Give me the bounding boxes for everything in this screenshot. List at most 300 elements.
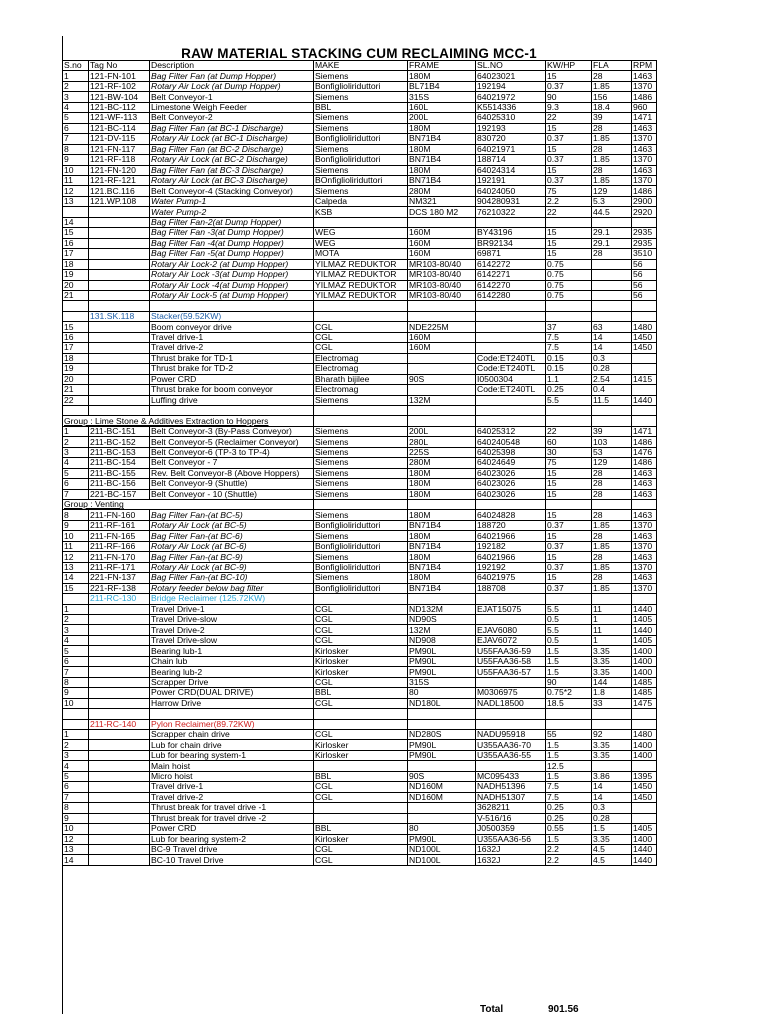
rpm-cell: 1400 xyxy=(632,656,657,666)
kw-cell: 0.5 xyxy=(546,615,592,625)
tag-cell xyxy=(89,238,150,248)
fla-cell: 5.3 xyxy=(592,196,632,206)
table-row xyxy=(63,855,657,865)
table-cell xyxy=(476,709,546,719)
sno-cell: 17 xyxy=(63,249,89,259)
table-row xyxy=(63,322,657,332)
sno-cell: 4 xyxy=(63,102,89,112)
frame-cell: 80 xyxy=(408,824,476,834)
table-cell xyxy=(546,416,592,426)
slno-cell: 64021972 xyxy=(476,92,546,102)
make-cell: Siemens xyxy=(314,426,408,436)
tag-cell: 211-RC-130 xyxy=(89,594,150,604)
rpm-cell: 960 xyxy=(632,102,657,112)
rpm-cell: 1370 xyxy=(632,155,657,165)
table-cell xyxy=(632,405,657,415)
tag-cell: 221-BC-157 xyxy=(89,489,150,499)
make-cell: Siemens xyxy=(314,573,408,583)
rpm-cell xyxy=(632,364,657,374)
tag-cell xyxy=(89,792,150,802)
sno-cell: 14 xyxy=(63,573,89,583)
description-cell: Bearing lub-1 xyxy=(150,646,314,656)
tag-cell xyxy=(89,667,150,677)
tag-cell xyxy=(89,625,150,635)
sno-cell: 6 xyxy=(63,656,89,666)
sno-cell: 10 xyxy=(63,824,89,834)
tag-cell xyxy=(89,740,150,750)
make-cell xyxy=(314,594,408,604)
table-row xyxy=(63,290,657,300)
table-row xyxy=(63,479,657,489)
make-cell: BBL xyxy=(314,688,408,698)
slno-cell: Code:ET240TL xyxy=(476,385,546,395)
table-cell xyxy=(63,301,89,311)
kw-cell: 5.5 xyxy=(546,625,592,635)
fla-cell: 28 xyxy=(592,165,632,175)
frame-cell: MR103-80/40 xyxy=(408,270,476,280)
rpm-cell: 1370 xyxy=(632,562,657,572)
description-cell: Water Pump-2 xyxy=(150,207,314,217)
make-cell: Siemens xyxy=(314,437,408,447)
make-cell: Calpeda xyxy=(314,196,408,206)
sno-cell: 1 xyxy=(63,71,89,81)
table-row xyxy=(63,782,657,792)
fla-cell xyxy=(592,259,632,269)
fla-cell: 0.4 xyxy=(592,385,632,395)
table-row xyxy=(63,510,657,520)
description-cell: Travel Drive-slow xyxy=(150,635,314,645)
make-cell: Bonfiglioliriduttori xyxy=(314,541,408,551)
tag-cell: 211-BC-156 xyxy=(89,479,150,489)
table-row xyxy=(63,750,657,760)
fla-cell: 14 xyxy=(592,332,632,342)
rpm-cell: 56 xyxy=(632,280,657,290)
fla-cell: 11.5 xyxy=(592,395,632,405)
table-row xyxy=(63,280,657,290)
fla-cell: 28 xyxy=(592,144,632,154)
table-row xyxy=(63,155,657,165)
table-row xyxy=(63,196,657,206)
spacer-row xyxy=(63,301,657,311)
fla-cell: 3.35 xyxy=(592,646,632,656)
description-cell: Boom conveyor drive xyxy=(150,322,314,332)
kw-cell: 0.75 xyxy=(546,290,592,300)
frame-cell: 200L xyxy=(408,113,476,123)
table-cell xyxy=(150,301,314,311)
col-header-fla: FLA xyxy=(592,61,632,71)
kw-cell: 15 xyxy=(546,468,592,478)
kw-cell: 0.75 xyxy=(546,280,592,290)
tag-cell xyxy=(89,270,150,280)
table-cell xyxy=(408,405,476,415)
make-cell: WEG xyxy=(314,228,408,238)
frame-cell: 132M xyxy=(408,395,476,405)
kw-cell xyxy=(546,217,592,227)
frame-cell: 160M xyxy=(408,238,476,248)
sno-cell: 11 xyxy=(63,175,89,185)
description-cell: Belt Conveyor-6 (TP-3 to TP-4) xyxy=(150,447,314,457)
tag-cell xyxy=(89,656,150,666)
table-row xyxy=(63,667,657,677)
slno-cell: 192194 xyxy=(476,81,546,91)
rpm-cell: 2920 xyxy=(632,207,657,217)
col-header-frame: FRAME xyxy=(408,61,476,71)
table-cell xyxy=(63,709,89,719)
fla-cell: 44.5 xyxy=(592,207,632,217)
tag-cell xyxy=(89,813,150,823)
rpm-cell: 1400 xyxy=(632,750,657,760)
fla-cell: 28 xyxy=(592,468,632,478)
kw-cell: 0.15 xyxy=(546,364,592,374)
sno-cell: 7 xyxy=(63,792,89,802)
description-cell: Bag Filter Fan-2(at Dump Hopper) xyxy=(150,217,314,227)
table-row xyxy=(63,102,657,112)
make-cell: Kirlosker xyxy=(314,740,408,750)
table-row xyxy=(63,249,657,259)
sno-cell: 14 xyxy=(63,217,89,227)
frame-cell: BN71B4 xyxy=(408,155,476,165)
slno-cell: 64023026 xyxy=(476,468,546,478)
slno-cell: 64021966 xyxy=(476,531,546,541)
frame-cell: 180M xyxy=(408,468,476,478)
frame-cell: BN71B4 xyxy=(408,520,476,530)
tag-cell: 211-RF-161 xyxy=(89,520,150,530)
fla-cell: 1.85 xyxy=(592,562,632,572)
table-cell xyxy=(314,301,408,311)
sno-cell: 17 xyxy=(63,343,89,353)
kw-cell: 90 xyxy=(546,92,592,102)
make-cell: CGL xyxy=(314,730,408,740)
table-row xyxy=(63,92,657,102)
rpm-cell: 1450 xyxy=(632,343,657,353)
kw-cell: 15 xyxy=(546,531,592,541)
sno-cell: 18 xyxy=(63,259,89,269)
kw-cell: 0.37 xyxy=(546,155,592,165)
table-row xyxy=(63,573,657,583)
slno-cell: 192191 xyxy=(476,175,546,185)
sno-cell: 8 xyxy=(63,510,89,520)
make-cell: Siemens xyxy=(314,395,408,405)
fla-cell: 28 xyxy=(592,510,632,520)
description-cell: Rotary Air Lock-2 (at Dump Hopper) xyxy=(150,259,314,269)
description-cell: Stacker(59.52KW) xyxy=(150,311,314,321)
table-cell xyxy=(150,405,314,415)
tag-cell xyxy=(89,782,150,792)
table-row xyxy=(63,374,657,384)
kw-cell: 22 xyxy=(546,426,592,436)
sno-cell: 4 xyxy=(63,458,89,468)
description-cell: Thrust break for travel drive -1 xyxy=(150,803,314,813)
fla-cell: 3.35 xyxy=(592,656,632,666)
table-row xyxy=(63,81,657,91)
frame-cell: NDE225M xyxy=(408,322,476,332)
slno-cell: 904280931 xyxy=(476,196,546,206)
slno-cell: 64023026 xyxy=(476,489,546,499)
description-cell: Rotary feeder below bag filter xyxy=(150,583,314,593)
sno-cell: 18 xyxy=(63,353,89,363)
fla-cell: 1.5 xyxy=(592,824,632,834)
rpm-cell: 1463 xyxy=(632,479,657,489)
table-row xyxy=(63,343,657,353)
slno-cell: 192182 xyxy=(476,541,546,551)
description-cell: Power CRD xyxy=(150,824,314,834)
make-cell: Electromag xyxy=(314,385,408,395)
kw-cell: 0.37 xyxy=(546,583,592,593)
col-header-slno: SL.NO xyxy=(476,61,546,71)
table-row xyxy=(63,834,657,844)
make-cell: Siemens xyxy=(314,489,408,499)
frame-cell: BL71B4 xyxy=(408,81,476,91)
description-cell: Thrust break for travel drive -2 xyxy=(150,813,314,823)
sno-cell: 21 xyxy=(63,290,89,300)
slno-cell: Code:ET240TL xyxy=(476,353,546,363)
tag-cell xyxy=(89,290,150,300)
sno-cell: 7 xyxy=(63,489,89,499)
rpm-cell: 1476 xyxy=(632,447,657,457)
fla-cell: 156 xyxy=(592,92,632,102)
fla-cell: 33 xyxy=(592,698,632,708)
make-cell: BBL xyxy=(314,102,408,112)
fla-cell xyxy=(592,280,632,290)
kw-cell xyxy=(546,719,592,729)
rpm-cell xyxy=(632,217,657,227)
sno-cell xyxy=(63,207,89,217)
table-cell xyxy=(476,405,546,415)
fla-cell: 14 xyxy=(592,343,632,353)
tag-cell: 121-BC-112 xyxy=(89,102,150,112)
table-cell xyxy=(314,405,408,415)
make-cell: MOTA xyxy=(314,249,408,259)
kw-cell: 60 xyxy=(546,437,592,447)
fla-cell: 92 xyxy=(592,730,632,740)
kw-cell: 5.5 xyxy=(546,395,592,405)
description-cell: Rotary Air Lock (at Dump Hopper) xyxy=(150,81,314,91)
fla-cell: 4.5 xyxy=(592,855,632,865)
tag-cell xyxy=(89,750,150,760)
description-cell: Travel drive-2 xyxy=(150,343,314,353)
kw-cell: 0.75 xyxy=(546,270,592,280)
rpm-cell: 1463 xyxy=(632,510,657,520)
fla-cell: 2.54 xyxy=(592,374,632,384)
table-cell xyxy=(63,405,89,415)
make-cell: Bonfiglioliriduttori xyxy=(314,562,408,572)
tag-cell xyxy=(89,844,150,854)
kw-cell: 15 xyxy=(546,71,592,81)
kw-cell: 0.25 xyxy=(546,385,592,395)
frame-cell: PM90L xyxy=(408,667,476,677)
tag-cell xyxy=(89,615,150,625)
rpm-cell: 1440 xyxy=(632,844,657,854)
description-cell: Pylon Reclaimer(89.72KW) xyxy=(150,719,314,729)
slno-cell: 192192 xyxy=(476,562,546,572)
table-row xyxy=(63,364,657,374)
slno-cell: V-516/16 xyxy=(476,813,546,823)
kw-cell: 0.55 xyxy=(546,824,592,834)
fla-cell: 1.85 xyxy=(592,541,632,551)
frame-cell: 315S xyxy=(408,92,476,102)
rpm-cell: 1463 xyxy=(632,165,657,175)
make-cell: Siemens xyxy=(314,123,408,133)
table-row xyxy=(63,238,657,248)
total-row xyxy=(478,1004,718,1016)
sno-cell: 5 xyxy=(63,771,89,781)
frame-cell: ND160M xyxy=(408,792,476,802)
frame-cell: 160M xyxy=(408,249,476,259)
rpm-cell: 1405 xyxy=(632,824,657,834)
description-cell: Thrust brake for TD-2 xyxy=(150,364,314,374)
rpm-cell: 1463 xyxy=(632,552,657,562)
kw-cell: 0.37 xyxy=(546,562,592,572)
table-cell xyxy=(150,709,314,719)
slno-cell: 1632J xyxy=(476,855,546,865)
description-cell: Lub for chain drive xyxy=(150,740,314,750)
fla-cell: 14 xyxy=(592,782,632,792)
fla-cell: 28 xyxy=(592,123,632,133)
table-cell xyxy=(476,500,546,510)
tag-cell: 211-BC-155 xyxy=(89,468,150,478)
rpm-cell: 1471 xyxy=(632,426,657,436)
make-cell: BBL xyxy=(314,824,408,834)
rpm-cell: 1370 xyxy=(632,583,657,593)
kw-cell: 15 xyxy=(546,144,592,154)
tag-cell: 121-FN-120 xyxy=(89,165,150,175)
kw-cell: 30 xyxy=(546,447,592,457)
slno-cell: 1632J xyxy=(476,844,546,854)
sno-cell: 4 xyxy=(63,635,89,645)
sno-cell: 4 xyxy=(63,761,89,771)
fla-cell: 28 xyxy=(592,489,632,499)
rpm-cell: 1486 xyxy=(632,437,657,447)
tag-cell xyxy=(89,635,150,645)
fla-cell: 103 xyxy=(592,437,632,447)
make-cell: Siemens xyxy=(314,165,408,175)
rpm-cell: 1475 xyxy=(632,698,657,708)
description-cell: Scrapper chain drive xyxy=(150,730,314,740)
make-cell: Siemens xyxy=(314,479,408,489)
frame-cell: ND160M xyxy=(408,782,476,792)
description-cell: Water Pump-1 xyxy=(150,196,314,206)
kw-cell: 75 xyxy=(546,186,592,196)
group-label: Group : Venting xyxy=(63,500,314,510)
sno-cell: 8 xyxy=(63,677,89,687)
table-row xyxy=(63,385,657,395)
sno-cell: 13 xyxy=(63,196,89,206)
slno-cell: 6142280 xyxy=(476,290,546,300)
description-cell: Lub for bearing system-2 xyxy=(150,834,314,844)
rpm-cell: 1450 xyxy=(632,792,657,802)
spacer-row xyxy=(63,405,657,415)
fla-cell: 129 xyxy=(592,458,632,468)
slno-cell xyxy=(476,761,546,771)
table-row xyxy=(63,541,657,551)
tag-cell: 211-RF-171 xyxy=(89,562,150,572)
sno-cell: 3 xyxy=(63,750,89,760)
frame-cell: PM90L xyxy=(408,834,476,844)
frame-cell: 180M xyxy=(408,479,476,489)
kw-cell: 15 xyxy=(546,123,592,133)
sno-cell: 19 xyxy=(63,270,89,280)
frame-cell: BN71B4 xyxy=(408,583,476,593)
sno-cell: 8 xyxy=(63,803,89,813)
slno-cell: U55FAA36-59 xyxy=(476,646,546,656)
table-row xyxy=(63,437,657,447)
tag-cell xyxy=(89,677,150,687)
frame-cell: PM90L xyxy=(408,750,476,760)
frame-cell: ND100L xyxy=(408,855,476,865)
make-cell: BBL xyxy=(314,771,408,781)
sno-cell: 15 xyxy=(63,322,89,332)
table-cell xyxy=(632,416,657,426)
table-cell xyxy=(89,709,150,719)
make-cell: YILMAZ REDUKTOR xyxy=(314,290,408,300)
rpm-cell: 1405 xyxy=(632,635,657,645)
slno-cell xyxy=(476,615,546,625)
tag-cell: 211-BC-154 xyxy=(89,458,150,468)
kw-cell: 15 xyxy=(546,489,592,499)
make-cell: Siemens xyxy=(314,92,408,102)
sno-cell: 15 xyxy=(63,228,89,238)
section-header-row xyxy=(63,311,657,321)
table-row xyxy=(63,625,657,635)
rpm-cell xyxy=(632,385,657,395)
frame-cell: 160M xyxy=(408,332,476,342)
description-cell: Rotary Air Lock (at BC-5) xyxy=(150,520,314,530)
kw-cell: 2.2 xyxy=(546,855,592,865)
rpm-cell: 1370 xyxy=(632,175,657,185)
make-cell: Kirlosker xyxy=(314,656,408,666)
slno-cell: U55FAA36-58 xyxy=(476,656,546,666)
tag-cell: 211-BC-152 xyxy=(89,437,150,447)
make-cell: CGL xyxy=(314,322,408,332)
frame-cell xyxy=(408,813,476,823)
fla-cell: 28 xyxy=(592,531,632,541)
slno-cell: 69871 xyxy=(476,249,546,259)
description-cell: Belt Conveyor-4 (Stacking Conveyor) xyxy=(150,186,314,196)
description-cell: Scrapper Drive xyxy=(150,677,314,687)
kw-cell: 1.5 xyxy=(546,771,592,781)
kw-cell: 1.5 xyxy=(546,646,592,656)
frame-cell: BN71B4 xyxy=(408,175,476,185)
slno-cell: U55FAA36-57 xyxy=(476,667,546,677)
slno-cell: EJAV6072 xyxy=(476,635,546,645)
table-cell xyxy=(314,500,408,510)
table-row xyxy=(63,165,657,175)
table-row xyxy=(63,520,657,530)
fla-cell: 39 xyxy=(592,426,632,436)
table-cell xyxy=(89,405,150,415)
frame-cell: 160M xyxy=(408,228,476,238)
table-row xyxy=(63,698,657,708)
make-cell: Kirlosker xyxy=(314,834,408,844)
fla-cell: 29.1 xyxy=(592,238,632,248)
frame-cell: 90S xyxy=(408,374,476,384)
rpm-cell xyxy=(632,311,657,321)
frame-cell: BN71B4 xyxy=(408,541,476,551)
table-row xyxy=(63,458,657,468)
kw-cell: 1.5 xyxy=(546,667,592,677)
slno-cell: NADH51307 xyxy=(476,792,546,802)
sno-cell: 9 xyxy=(63,813,89,823)
fla-cell: 1.8 xyxy=(592,688,632,698)
frame-cell: ND132M xyxy=(408,604,476,614)
sno-cell: 3 xyxy=(63,625,89,635)
frame-cell: 225S xyxy=(408,447,476,457)
rpm-cell: 56 xyxy=(632,259,657,269)
rpm-cell: 1370 xyxy=(632,541,657,551)
slno-cell: 6142271 xyxy=(476,270,546,280)
make-cell: Siemens xyxy=(314,510,408,520)
tag-cell xyxy=(89,834,150,844)
